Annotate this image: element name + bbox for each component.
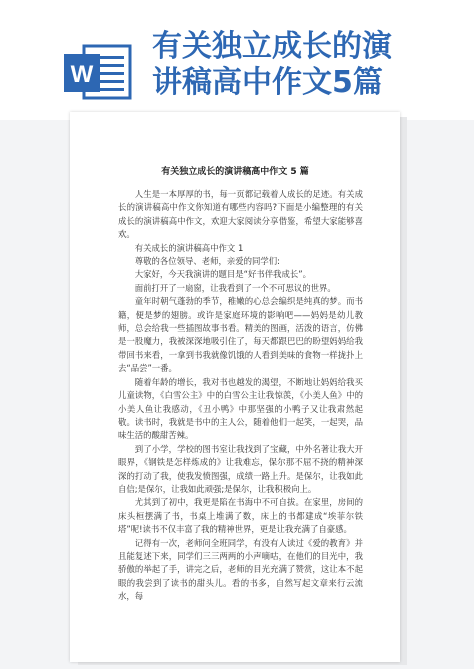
paragraph: 尤其到了初中，我更是陷在书海中不可自拔。在家里，房间的床头桓摆满了书，书桌上堆满了数，床上的书都建成“埃菲尔铁塔”呢!读书不仅丰富了我的精神世界，更是让我充满了自豪感。	[118, 497, 363, 535]
paragraph: 随着年龄的增长，我对书也越发的渴望，不断地让妈妈给我买儿童读物，《白雪公主》中的白雪公主让我惊羡，《小美人鱼》中的小美人鱼让我感动，《丑小鸭》中那坚强的小鸭子又让我肃然起敬。读书时，我就是书中的主人公，随着他们一起笑，一起哭，品味生活的酸甜苦辣。	[118, 376, 363, 441]
paragraph: 人生是一本厚厚的书，每一页都记载着人成长的足迹。有关成长的演讲稿高中作文你知道有哪些内容吗?下面是小编整理的有关成长的演讲稿高中作文，欢迎大家阅读分享借鉴，希望大家能够喜欢。	[118, 189, 363, 240]
paragraph: 记得有一次，老师问全班同学，有没有人读过《爱的教育》并且能复述下来，同学们三三两两的小声嘀咕，在他们的目光中，我骄傲的举起了手，讲完之后，老师的目光充满了赞赏，这让本不起眼的我尝到了读书的甜头儿。看的书多，自然写起文章来行云流水，每	[118, 537, 363, 602]
banner-title-line-2: 讲稿高中作文5篇	[152, 65, 383, 100]
document-title: 有关独立成长的演讲稿高中作文 5 篇	[161, 167, 309, 177]
word-document-icon	[62, 40, 134, 104]
paragraph: 面前打开了一扇窗，让我看到了一个不可思议的世界。	[134, 282, 336, 293]
paragraph: 大家好，今天我演讲的题目是“好书伴我成长”。	[134, 269, 311, 280]
banner-title-line-1: 有关独立成长的演	[152, 29, 392, 64]
paragraph: 尊敬的各位领导、老师，亲爱的同学们:	[134, 256, 280, 267]
paragraph: 童年时朝气蓬勃的季节，稚嫩的心总会编织是纯真的梦。而书籍，便是梦的翅膀。或许是家庭环境的影响吧——妈妈是幼儿教师，总会给我一些插图故事书看。精美的图画，活泼的语言，仿佛是一股魔力，我被深深地吸引住了，每天都跟巴巴的盼望妈妈给我带回书来看，一拿到书我就像饥饿的人看到美味的食物一样拢扑上去“品尝”一番。	[118, 296, 363, 374]
word-icon-letter: W	[70, 61, 94, 88]
paragraph: 有关成长的演讲稿高中作文 1	[134, 242, 244, 253]
paragraph: 到了小学，学校的图书室让我找到了宝藏，中外名著让我大开眼界，《钢铁是怎样炼成的》让我难忘，保尔那不屈不挠的精神深深的打动了我，使我发愤图强，成绩一路上升。是保尔，让我如此自信;是保尔，让我如此顽强;是保尔，让我积极向上。	[118, 443, 363, 494]
document-page	[70, 112, 400, 662]
banner	[0, 0, 474, 120]
document-body	[118, 188, 363, 604]
